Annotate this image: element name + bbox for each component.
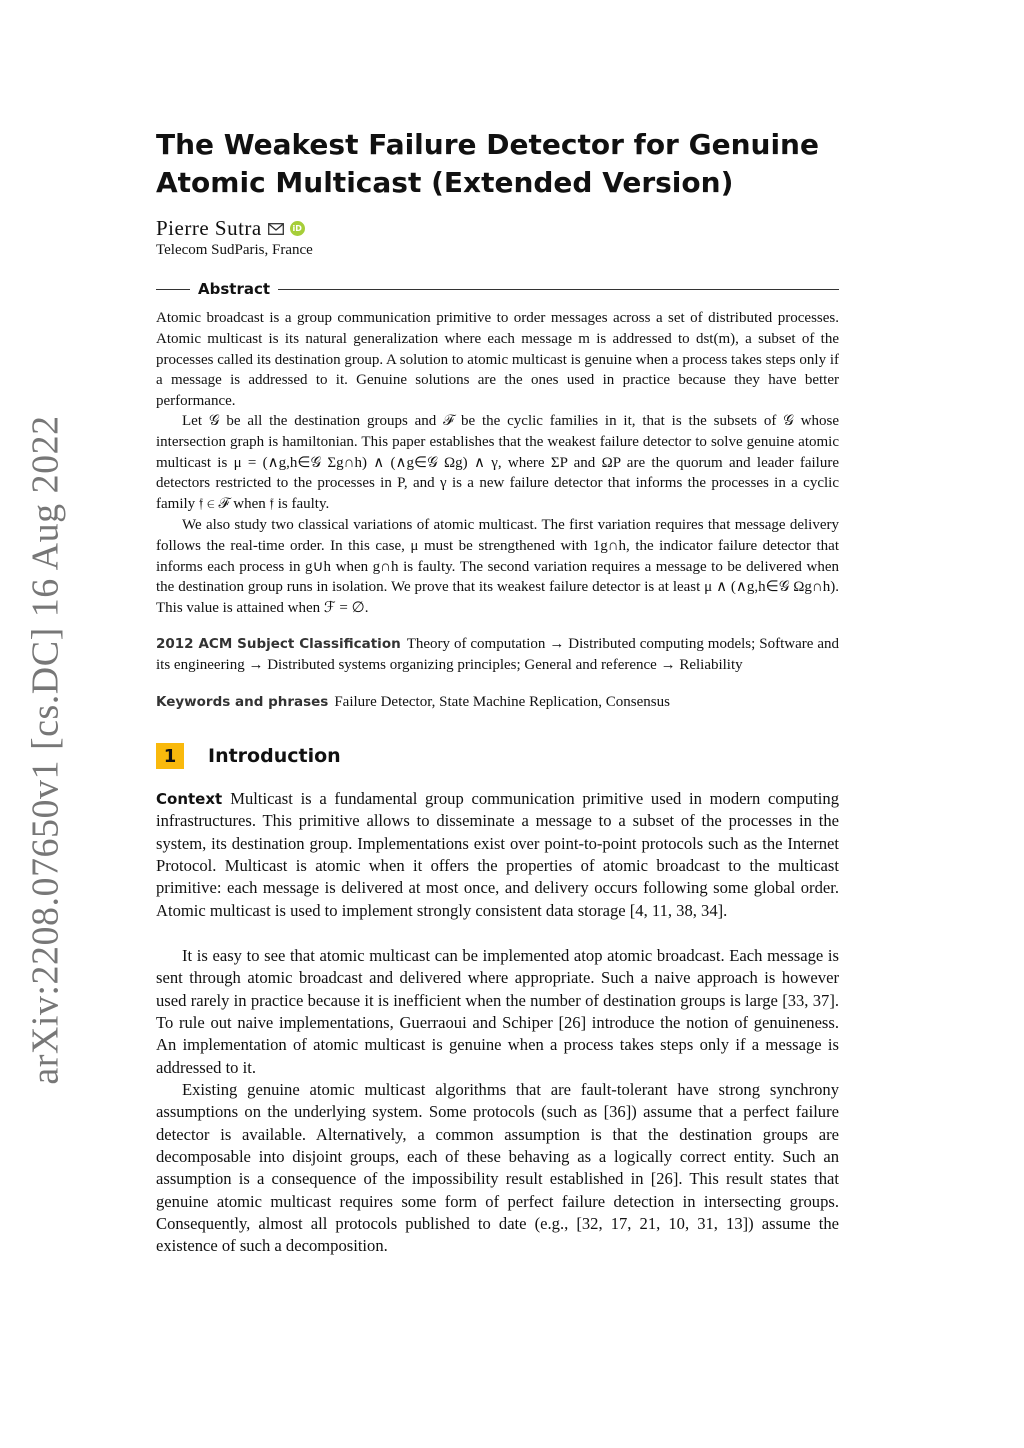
arxiv-sidebar	[14, 415, 78, 1085]
intro-paragraph-1-text: Multicast is a fundamental group communication primitive used in modern computing infrastructures. This primitive allows to disseminate a message to a subset of the processes in the system, its destination group. Implementations exist over point-to-point protocols such as the Internet Protocol. Multicast is atomic when it offers the properties of atomic broadcast to the multicast primitive: each message is delivered at most once, and delivery occurs following some global order. Atomic multicast is used to implement strongly consistent data storage [4, 11, 38, 34].	[156, 789, 839, 920]
abstract-paragraph-3: We also study two classical variations of atomic multicast. The first variation requires that message delivery follows the real-time order. In this case, μ must be strengthened with 1g∩h, the indicator failure detector that informs each process in g∪h when g∩h is faulty. The second variation requires a message to be delivered when the destination group runs in isolation. We prove that its weakest failure detector is at least μ ∧ (∧g,h∈𝒢 Ωg∩h). This value is attained when ℱ = ∅.	[156, 517, 839, 617]
acm-classification	[156, 634, 839, 676]
acm-classification-label: 2012 ACM Subject Classification	[156, 636, 401, 652]
author-name: Pierre Sutra	[156, 216, 262, 240]
acm-classification-text: Theory of computation → Distributed computing models; Software and its engineering → Distributed systems organizing principles; General and reference → Reliability	[156, 636, 839, 673]
abstract-heading	[156, 280, 839, 298]
author-affiliation: Telecom SudParis, France	[156, 242, 313, 258]
context-label: Context	[156, 790, 223, 808]
section-heading	[156, 743, 839, 769]
abstract-paragraph-2: Let 𝒢 be all the destination groups and ℱ be the cyclic families in it, that is the subsets of 𝒢 whose intersection graph is hamiltonian. This paper establishes that the weakest failure detector to solve genuine atomic multicast is μ = (∧g,h∈𝒢 Σg∩h) ∧ (∧g∈𝒢 Ωg) ∧ γ, where ΣP and ΩP are the quorum and leader failure detectors restricted to the processes in P, and γ is a new failure detector that informs the processes in a cyclic family 𝔣 ∈ ℱ when 𝔣 is faulty.	[156, 413, 839, 513]
section-number-badge: 1	[156, 743, 184, 769]
paper-title: The Weakest Failure Detector for Genuine Atomic Multicast (Extended Version)	[156, 128, 819, 199]
abstract-rule-right	[278, 289, 839, 290]
arxiv-identifier: arXiv:2208.07650v1 [cs.DC] 16 Aug 2022	[25, 415, 67, 1085]
abstract-paragraph-1: Atomic broadcast is a group communication primitive to order messages across a set of distributed processes. Atomic multicast is its natural generalization where each message m is addressed to dst(m), a subset of the processes called its destination group. A solution to atomic multicast is genuine when a process takes steps only if a message is addressed to it. Genuine solutions are the ones used in practice because they have better performance.	[156, 310, 839, 410]
keywords-label: Keywords and phrases	[156, 694, 329, 710]
author-row	[156, 216, 839, 241]
intro-paragraph-3: Existing genuine atomic multicast algorithms that are fault-tolerant have strong synchrony assumptions on the underlying system. Some protocols (such as [36]) assume that a perfect failure detector is available. Alternatively, a common assumption is that the destination groups are decomposable into disjoint groups, each of these behaving as a logically correct entity. Such an assumption is a consequence of the impossibility result established in [26]. This result states that genuine atomic multicast requires some form of perfect failure detection in intersecting groups. Consequently, almost all protocols published to date (e.g., [32, 17, 21, 10, 31, 13]) assume the existence of such a decomposition.	[156, 1080, 839, 1256]
orcid-icon[interactable]: iD	[290, 221, 305, 236]
mail-icon[interactable]	[268, 223, 284, 235]
abstract-rule-left	[156, 289, 190, 290]
abstract-heading-text: Abstract	[198, 280, 271, 298]
intro-paragraph-2: It is easy to see that atomic multicast can be implemented atop atomic broadcast. Each message is sent through atomic broadcast and delivered where appropriate. Such a naive approach is however used rarely in practice because it is inefficient when the number of destination groups is large [33, 37]. To rule out naive implementations, Guerraoui and Schiper [26] introduce the notion of genuineness. An implementation of atomic multicast is genuine when a process takes steps only if a message is addressed to it.	[156, 946, 839, 1077]
intro-paragraph-1	[156, 788, 839, 922]
keywords	[156, 692, 839, 713]
keywords-text: Failure Detector, State Machine Replication, Consensus	[334, 694, 670, 710]
section-title: Introduction	[208, 745, 341, 767]
